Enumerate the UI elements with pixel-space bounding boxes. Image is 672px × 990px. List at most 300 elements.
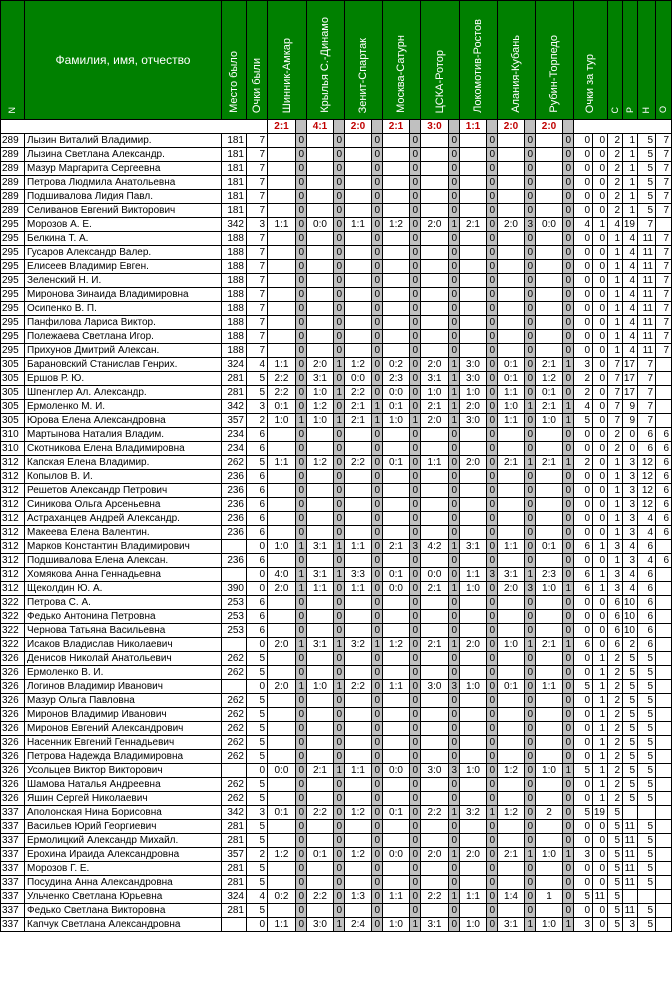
prediction: 2:1 [421, 400, 449, 414]
stat-cell [638, 890, 656, 904]
prediction-points: 0 [410, 218, 421, 232]
prediction [268, 624, 296, 638]
prediction-points: 1 [563, 456, 574, 470]
prediction: 1:0 [536, 582, 563, 596]
stat-cell: 5 [638, 876, 656, 890]
prediction [460, 694, 487, 708]
row-number: 312 [1, 526, 25, 540]
prediction [383, 148, 410, 162]
prediction: 1:0 [307, 386, 334, 400]
prediction-points: 0 [449, 148, 460, 162]
stat-cell [656, 568, 672, 582]
prediction: 3:1 [307, 638, 334, 652]
prediction-points: 0 [487, 834, 498, 848]
prediction [268, 484, 296, 498]
tour-points: 0 [574, 162, 593, 176]
stat-cell: 6 [656, 456, 672, 470]
stat-cell: 2 [623, 638, 638, 652]
prediction-points: 0 [525, 792, 536, 806]
stat-cell: 7 [608, 386, 623, 400]
prediction-points: 0 [563, 820, 574, 834]
prediction: 2:2 [345, 386, 372, 400]
place-before: 357 [222, 414, 247, 428]
stat-cell [656, 540, 672, 554]
participant-name: Барановский Станислав Генрих. [25, 358, 222, 372]
stat-cell: 1 [593, 540, 608, 554]
place-before [222, 540, 247, 554]
points-before: 5 [247, 736, 268, 750]
prediction [345, 344, 372, 358]
stat-cell: 10 [623, 624, 638, 638]
stat-cell: 17 [623, 386, 638, 400]
prediction-points: 1 [334, 540, 345, 554]
prediction-points: 0 [372, 736, 383, 750]
prediction [498, 694, 525, 708]
stat-cell: 6 [638, 638, 656, 652]
prediction-points: 0 [525, 246, 536, 260]
prediction-points: 0 [296, 708, 307, 722]
prediction [268, 344, 296, 358]
stat-cell: 2 [608, 680, 623, 694]
stat-cell: 2 [608, 694, 623, 708]
prediction [460, 428, 487, 442]
prediction [383, 484, 410, 498]
prediction-points: 0 [296, 470, 307, 484]
stat-cell: 5 [638, 162, 656, 176]
stat-cell [656, 820, 672, 834]
prediction-points: 0 [449, 792, 460, 806]
prediction-points: 0 [334, 260, 345, 274]
stat-cell: 7 [638, 386, 656, 400]
tour-points: 5 [574, 680, 593, 694]
prediction [383, 778, 410, 792]
prediction: 1:0 [460, 918, 487, 932]
stat-cell: 1 [593, 722, 608, 736]
table-row [1, 540, 672, 554]
prediction-points: 0 [372, 176, 383, 190]
header-c: С [608, 1, 623, 120]
tour-points: 3 [574, 918, 593, 932]
place-before: 262 [222, 722, 247, 736]
stat-cell: 7 [638, 372, 656, 386]
header-match-8: Рубин-Торпедо [536, 1, 574, 120]
prediction [307, 512, 334, 526]
table-row [1, 848, 672, 862]
prediction-points: 0 [525, 708, 536, 722]
prediction-points: 0 [563, 568, 574, 582]
stat-cell: 5 [638, 750, 656, 764]
prediction [383, 204, 410, 218]
prediction: 3:0 [460, 358, 487, 372]
table-row [1, 890, 672, 904]
row-number: 295 [1, 288, 25, 302]
prediction [536, 862, 563, 876]
stat-cell: 1 [608, 526, 623, 540]
prediction [498, 470, 525, 484]
prediction-points: 0 [296, 848, 307, 862]
stat-cell [656, 652, 672, 666]
table-row [1, 568, 672, 582]
prediction [383, 512, 410, 526]
prediction-points: 0 [334, 274, 345, 288]
prediction-points: 0 [372, 218, 383, 232]
prediction [536, 876, 563, 890]
stat-cell: 4 [623, 568, 638, 582]
prediction-points: 0 [410, 792, 421, 806]
points-before: 3 [247, 400, 268, 414]
prediction: 0:1 [498, 680, 525, 694]
prediction-points: 0 [487, 820, 498, 834]
stat-cell: 0 [593, 442, 608, 456]
prediction [536, 316, 563, 330]
participant-name: Зеленский Н. И. [25, 274, 222, 288]
prediction-points: 0 [563, 792, 574, 806]
prediction [307, 428, 334, 442]
stat-cell: 0 [593, 904, 608, 918]
prediction-points: 0 [334, 806, 345, 820]
prediction-points: 0 [563, 176, 574, 190]
prediction [421, 624, 449, 638]
prediction [460, 778, 487, 792]
participant-name: Морозов А. Е. [25, 218, 222, 232]
stat-cell: 5 [623, 652, 638, 666]
prediction-points: 0 [372, 190, 383, 204]
header-h: Н [638, 1, 656, 120]
prediction: 1:0 [460, 582, 487, 596]
prediction-points: 1 [296, 568, 307, 582]
prediction-points: 0 [296, 624, 307, 638]
participant-name: Мазур Ольга Павловна [25, 694, 222, 708]
prediction [268, 750, 296, 764]
prediction: 3:0 [460, 414, 487, 428]
stat-cell: 7 [656, 330, 672, 344]
prediction-points: 0 [296, 736, 307, 750]
header-match-1: Шинник-Амкар [268, 1, 307, 120]
prediction [460, 722, 487, 736]
tour-points: 0 [574, 498, 593, 512]
points-before: 5 [247, 904, 268, 918]
place-before: 281 [222, 834, 247, 848]
prediction-points: 0 [525, 526, 536, 540]
prediction-points: 0 [410, 596, 421, 610]
prediction-points: 0 [296, 666, 307, 680]
stat-cell: 5 [638, 680, 656, 694]
stat-cell: 0 [593, 848, 608, 862]
stat-cell: 11 [623, 834, 638, 848]
prediction: 0:1 [536, 386, 563, 400]
prediction-points: 0 [487, 316, 498, 330]
prediction-points: 0 [487, 372, 498, 386]
points-before: 3 [247, 806, 268, 820]
prediction-points: 0 [410, 330, 421, 344]
prediction-points: 0 [525, 358, 536, 372]
prediction-points: 0 [410, 582, 421, 596]
prediction-points: 0 [296, 302, 307, 316]
prediction-points: 0 [410, 638, 421, 652]
prediction [383, 526, 410, 540]
stat-cell: 0 [593, 820, 608, 834]
prediction-points: 1 [525, 918, 536, 932]
prediction [421, 232, 449, 246]
tour-points: 6 [574, 582, 593, 596]
table-row [1, 624, 672, 638]
table-row [1, 484, 672, 498]
prediction: 1:2 [498, 806, 525, 820]
stat-cell: 4 [623, 344, 638, 358]
stat-cell: 1 [593, 680, 608, 694]
prediction-points: 0 [525, 890, 536, 904]
prediction: 3:0 [307, 918, 334, 932]
prediction-points: 0 [410, 176, 421, 190]
prediction-points: 0 [372, 890, 383, 904]
prediction [498, 330, 525, 344]
prediction-points: 0 [449, 176, 460, 190]
points-before: 7 [247, 162, 268, 176]
stat-cell: 3 [623, 554, 638, 568]
prediction: 0:0 [268, 764, 296, 778]
prediction-points: 0 [487, 750, 498, 764]
prediction [536, 722, 563, 736]
table-row [1, 190, 672, 204]
tour-points: 0 [574, 470, 593, 484]
tour-points: 4 [574, 400, 593, 414]
table-row [1, 456, 672, 470]
prediction-points: 0 [296, 918, 307, 932]
prediction: 2:3 [536, 568, 563, 582]
prediction-points: 1 [449, 638, 460, 652]
prediction [307, 288, 334, 302]
points-before: 5 [247, 652, 268, 666]
row-number: 326 [1, 652, 25, 666]
prediction-points: 0 [334, 344, 345, 358]
table-row [1, 274, 672, 288]
place-before: 188 [222, 246, 247, 260]
header-tour-points: Очки за тур [574, 1, 608, 120]
prediction-points: 0 [525, 428, 536, 442]
row-number: 337 [1, 918, 25, 932]
prediction [383, 652, 410, 666]
stat-cell: 0 [593, 204, 608, 218]
prediction [460, 134, 487, 148]
prediction-points: 0 [563, 386, 574, 400]
stat-cell: 10 [623, 610, 638, 624]
prediction: 1:3 [345, 890, 372, 904]
prediction [536, 204, 563, 218]
points-before: 5 [247, 372, 268, 386]
prediction [498, 428, 525, 442]
place-before [222, 764, 247, 778]
stat-cell: 2 [608, 176, 623, 190]
tour-points: 5 [574, 806, 593, 820]
stat-cell: 6 [656, 498, 672, 512]
prediction: 2:0 [460, 848, 487, 862]
prediction-points: 0 [334, 694, 345, 708]
prediction [268, 862, 296, 876]
prediction [460, 862, 487, 876]
prediction-points: 0 [563, 904, 574, 918]
stat-cell: 7 [656, 316, 672, 330]
prediction [383, 330, 410, 344]
prediction [536, 190, 563, 204]
prediction: 0:0 [383, 848, 410, 862]
participant-name: Гусаров Александр Валер. [25, 246, 222, 260]
prediction [268, 204, 296, 218]
prediction-points: 0 [563, 148, 574, 162]
prediction-points: 0 [487, 526, 498, 540]
stat-cell: 1 [623, 162, 638, 176]
prediction [536, 302, 563, 316]
prediction-points: 0 [410, 372, 421, 386]
prediction-points: 0 [372, 568, 383, 582]
tour-points: 3 [574, 848, 593, 862]
stat-cell: 0 [593, 414, 608, 428]
prediction [307, 330, 334, 344]
prediction-points: 0 [410, 820, 421, 834]
prediction [383, 302, 410, 316]
prediction [345, 820, 372, 834]
row-number: 326 [1, 708, 25, 722]
prediction-points: 0 [487, 498, 498, 512]
place-before: 236 [222, 554, 247, 568]
prediction [498, 722, 525, 736]
row-number: 295 [1, 260, 25, 274]
prediction-points: 1 [449, 414, 460, 428]
place-before: 181 [222, 176, 247, 190]
prediction-points: 0 [449, 512, 460, 526]
stat-cell: 5 [623, 750, 638, 764]
prediction-points: 0 [449, 344, 460, 358]
prediction-points: 1 [449, 582, 460, 596]
prediction [498, 442, 525, 456]
prediction-points: 0 [563, 778, 574, 792]
prediction: 2:1 [498, 848, 525, 862]
prediction [536, 148, 563, 162]
stat-cell: 6 [638, 596, 656, 610]
tour-points: 5 [574, 890, 593, 904]
prediction [268, 288, 296, 302]
prediction [307, 260, 334, 274]
participant-name: Петрова С. А. [25, 596, 222, 610]
table-row [1, 218, 672, 232]
stat-cell: 3 [608, 540, 623, 554]
prediction-points: 0 [449, 624, 460, 638]
prediction [498, 904, 525, 918]
prediction [268, 834, 296, 848]
stat-cell: 1 [608, 498, 623, 512]
points-before: 6 [247, 484, 268, 498]
tour-points: 2 [574, 456, 593, 470]
header-match-4: Москва-Сатурн [383, 1, 421, 120]
stat-cell: 5 [638, 904, 656, 918]
prediction-points: 0 [296, 862, 307, 876]
prediction-points: 0 [563, 372, 574, 386]
row-number: 326 [1, 666, 25, 680]
prediction [268, 470, 296, 484]
stat-cell: 3 [608, 568, 623, 582]
stat-cell: 5 [608, 848, 623, 862]
place-before: 342 [222, 400, 247, 414]
prediction-points: 0 [487, 232, 498, 246]
tour-points: 0 [574, 274, 593, 288]
stat-cell: 1 [593, 792, 608, 806]
prediction: 0:0 [421, 568, 449, 582]
participant-name: Белкина Т. А. [25, 232, 222, 246]
prediction [536, 484, 563, 498]
prediction-points: 0 [296, 764, 307, 778]
prediction [421, 484, 449, 498]
stat-cell: 11 [638, 302, 656, 316]
stat-cell: 11 [623, 820, 638, 834]
stat-cell: 5 [638, 792, 656, 806]
prediction-points: 0 [449, 736, 460, 750]
prediction [307, 708, 334, 722]
prediction-points: 1 [525, 456, 536, 470]
points-before: 6 [247, 498, 268, 512]
prediction-points: 0 [410, 652, 421, 666]
prediction-points: 0 [449, 694, 460, 708]
table-row [1, 386, 672, 400]
prediction-points: 0 [334, 372, 345, 386]
place-before: 281 [222, 876, 247, 890]
prediction-points: 0 [449, 302, 460, 316]
prediction: 1:1 [498, 540, 525, 554]
prediction [421, 204, 449, 218]
place-before: 236 [222, 526, 247, 540]
points-before: 4 [247, 890, 268, 904]
prediction: 1:2 [383, 218, 410, 232]
place-before: 262 [222, 750, 247, 764]
prediction [268, 596, 296, 610]
participant-name: Ульченко Светлана Юрьевна [25, 890, 222, 904]
prediction: 1:1 [268, 456, 296, 470]
prediction: 0:1 [498, 372, 525, 386]
prediction [460, 666, 487, 680]
prediction-points: 0 [334, 624, 345, 638]
prediction-points: 1 [487, 806, 498, 820]
prediction [345, 442, 372, 456]
tour-points: 0 [574, 792, 593, 806]
prediction [498, 498, 525, 512]
prediction-points: 1 [296, 680, 307, 694]
prediction-points: 0 [296, 512, 307, 526]
stat-cell [656, 764, 672, 778]
header-fio: Фамилия, имя, отчество [25, 1, 222, 120]
prediction [498, 792, 525, 806]
prediction-points: 1 [296, 582, 307, 596]
stat-cell: 7 [638, 400, 656, 414]
stat-cell: 6 [638, 428, 656, 442]
prediction: 2:2 [307, 890, 334, 904]
points-before: 6 [247, 442, 268, 456]
prediction: 0:0 [383, 764, 410, 778]
row-number: 305 [1, 414, 25, 428]
prediction-points: 0 [296, 484, 307, 498]
points-before: 5 [247, 708, 268, 722]
place-before [222, 680, 247, 694]
table-row [1, 442, 672, 456]
stat-cell: 2 [608, 162, 623, 176]
prediction-points: 1 [563, 582, 574, 596]
prediction-points: 0 [372, 554, 383, 568]
prediction [307, 498, 334, 512]
prediction: 1:0 [307, 680, 334, 694]
stat-cell: 0 [593, 484, 608, 498]
score-4: 2:1 [383, 120, 410, 134]
prediction-points: 0 [334, 750, 345, 764]
prediction-points: 0 [487, 190, 498, 204]
stat-cell: 5 [608, 820, 623, 834]
stat-cell: 1 [623, 134, 638, 148]
